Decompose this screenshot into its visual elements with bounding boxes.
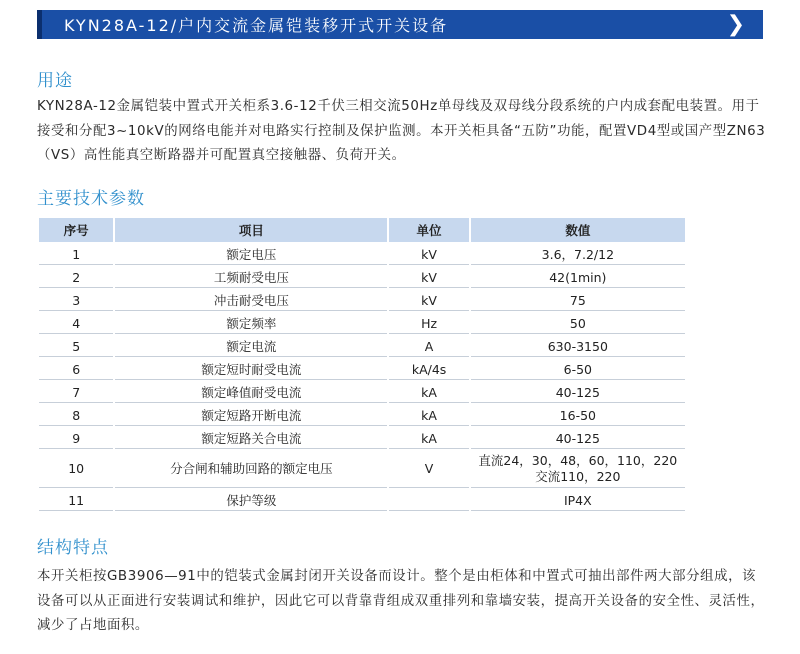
table-row — [39, 244, 685, 265]
table-row — [39, 267, 685, 288]
page-title: KYN28A-12/户内交流金属铠装移开式开关设备 — [64, 16, 449, 35]
cell-item: 额定短路开断电流 — [115, 405, 387, 426]
table-row — [39, 336, 685, 357]
cell-unit: kV — [389, 290, 468, 311]
cell-item: 额定峰值耐受电流 — [115, 382, 387, 403]
cell-no: 7 — [39, 382, 113, 403]
specs-heading: 主要技术参数 — [37, 189, 145, 209]
cell-value-line2: 交流110，220 — [535, 469, 621, 484]
header-cell-no: 序号 — [39, 218, 113, 242]
cell-item: 额定电压 — [115, 244, 387, 265]
cell-unit — [389, 490, 468, 511]
specs-table — [37, 216, 687, 513]
cell-unit: kV — [389, 267, 468, 288]
usage-paragraph: KYN28A-12金属铠装中置式开关柜系3.6-12千伏三相交流50Hz单母线及双母线分段系统的户内成套配电装置。用于接受和分配3~10kV的网络电能并对电路实行控制及保护监测。本开关柜具备“五防”功能，配置VD4型或国产型ZN63（VS）高性能真空断路器并可配置真空接触器、负荷开关。 — [37, 99, 766, 163]
cell-item: 额定短路关合电流 — [115, 428, 387, 449]
cell-value — [471, 451, 685, 488]
cell-value: 3.6，7.2/12 — [471, 244, 685, 265]
cell-value: 42(1min) — [471, 267, 685, 288]
cell-no: 10 — [39, 451, 113, 488]
table-row — [39, 428, 685, 449]
table-row — [39, 359, 685, 380]
cell-value: 50 — [471, 313, 685, 334]
header-bar — [37, 10, 763, 39]
cell-value: 16-50 — [471, 405, 685, 426]
header-cell-unit: 单位 — [389, 218, 468, 242]
header-cell-value: 数值 — [471, 218, 685, 242]
cell-no: 2 — [39, 267, 113, 288]
cell-item: 工频耐受电压 — [115, 267, 387, 288]
cell-value: 40-125 — [471, 382, 685, 403]
cell-value-line1: 直流24，30，48，60，110，220 — [478, 453, 678, 468]
cell-value: 6-50 — [471, 359, 685, 380]
cell-no: 11 — [39, 490, 113, 511]
usage-heading: 用途 — [37, 71, 73, 91]
table-row — [39, 451, 685, 488]
cell-no: 5 — [39, 336, 113, 357]
cell-item: 保护等级 — [115, 490, 387, 511]
table-row — [39, 382, 685, 403]
cell-item: 额定频率 — [115, 313, 387, 334]
chevron-right-icon[interactable]: ❯ — [726, 12, 745, 37]
cell-no: 3 — [39, 290, 113, 311]
cell-value: 40-125 — [471, 428, 685, 449]
header-cell-item: 项目 — [115, 218, 387, 242]
features-paragraph: 本开关柜按GB3906—91中的铠装式金属封闭开关设备而设计。整个是由柜体和中置式可抽出部件两大部分组成，该设备可以从正面进行安装调试和维护，因此它可以背靠背组成双重排列和靠墙安装，提高开关设备的安全性、灵活性，减少了占地面积。 — [37, 569, 765, 633]
cell-unit: Hz — [389, 313, 468, 334]
table-row — [39, 313, 685, 334]
cell-unit: A — [389, 336, 468, 357]
cell-no: 8 — [39, 405, 113, 426]
cell-item: 分合闸和辅助回路的额定电压 — [115, 451, 387, 488]
cell-unit: kV — [389, 244, 468, 265]
cell-unit: kA/4s — [389, 359, 468, 380]
cell-item: 额定电流 — [115, 336, 387, 357]
cell-value: 630-3150 — [471, 336, 685, 357]
cell-no: 1 — [39, 244, 113, 265]
cell-no: 4 — [39, 313, 113, 334]
table-row — [39, 290, 685, 311]
cell-no: 9 — [39, 428, 113, 449]
header-accent — [37, 10, 42, 39]
table-row — [39, 405, 685, 426]
features-heading: 结构特点 — [37, 538, 109, 558]
cell-unit: kA — [389, 382, 468, 403]
cell-value: IP4X — [471, 490, 685, 511]
table-row — [39, 490, 685, 511]
cell-value: 75 — [471, 290, 685, 311]
cell-unit: V — [389, 451, 468, 488]
cell-unit: kA — [389, 428, 468, 449]
cell-item: 冲击耐受电压 — [115, 290, 387, 311]
table-header-row — [39, 218, 685, 242]
cell-unit: kA — [389, 405, 468, 426]
cell-no: 6 — [39, 359, 113, 380]
cell-item: 额定短时耐受电流 — [115, 359, 387, 380]
